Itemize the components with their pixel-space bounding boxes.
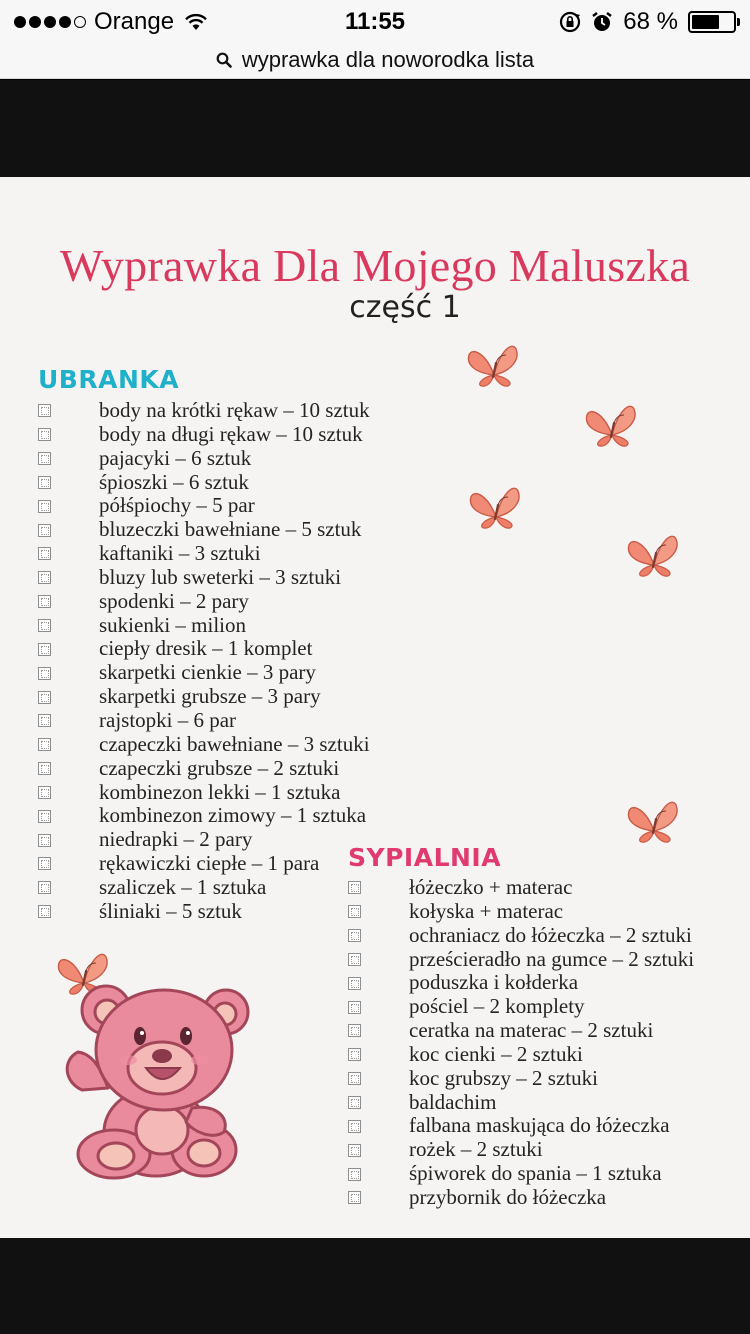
checkbox-icon xyxy=(348,1024,361,1037)
checklist-item-label: rożek – 2 sztuki xyxy=(409,1137,543,1162)
checklist-item xyxy=(38,399,370,423)
checklist-item-label: szaliczek – 1 sztuka xyxy=(99,874,267,899)
checkbox-icon xyxy=(38,810,51,823)
checkbox-icon xyxy=(38,667,51,680)
checkbox-icon xyxy=(38,714,51,727)
checklist-item xyxy=(38,781,370,805)
checklist-item-label: kombinezon zimowy – 1 sztuka xyxy=(99,803,367,828)
checklist-item xyxy=(38,447,370,471)
status-right xyxy=(559,8,736,36)
poster-title: Wyprawka Dla Mojego Maluszka xyxy=(59,240,691,291)
checkbox-icon xyxy=(348,881,361,894)
checkbox-icon xyxy=(348,929,361,942)
alarm-icon xyxy=(591,11,613,33)
checklist-item xyxy=(348,1114,694,1138)
checklist-item-label: baldachim xyxy=(409,1089,497,1114)
butterfly-icon xyxy=(468,483,524,529)
checklist-item xyxy=(38,566,370,590)
section-heading-sypialnia: SYPIALNIA xyxy=(348,843,502,872)
checklist-item xyxy=(38,614,370,638)
checklist-item-label: rękawiczki ciepłe – 1 para xyxy=(99,851,320,876)
checkbox-icon xyxy=(38,643,51,656)
checklist-item-label: sukienki – milion xyxy=(99,612,246,637)
image-viewer-background-bottom xyxy=(0,1238,750,1334)
checklist-item xyxy=(38,494,370,518)
checkbox-icon xyxy=(348,1096,361,1109)
butterfly-icon xyxy=(626,531,682,577)
checkbox-icon xyxy=(38,738,51,751)
checkbox-icon xyxy=(38,595,51,608)
checklist-item xyxy=(348,971,694,995)
checklist-item-label: czapeczki bawełniane – 3 sztuki xyxy=(99,731,370,756)
checklist-item-label: śpiworek do spania – 1 sztuka xyxy=(409,1161,662,1186)
checklist-item-label: spodenki – 2 pary xyxy=(99,588,249,613)
checklist-item xyxy=(38,733,370,757)
checklist-item-label: śpioszki – 6 sztuk xyxy=(99,469,249,494)
checklist-ubranka xyxy=(38,399,370,924)
checklist-sypialnia xyxy=(348,876,694,1210)
checkbox-icon xyxy=(38,571,51,584)
checklist-item xyxy=(348,1091,694,1115)
checkbox-icon xyxy=(348,1001,361,1014)
checklist-item-label: koc cienki – 2 sztuki xyxy=(409,1041,583,1066)
checkbox-icon xyxy=(38,881,51,894)
status-bar xyxy=(0,0,750,42)
checkbox-icon xyxy=(348,1048,361,1061)
checklist-item xyxy=(348,876,694,900)
checkbox-icon xyxy=(38,905,51,918)
checklist-item-label: skarpetki grubsze – 3 pary xyxy=(99,684,321,709)
checkbox-icon xyxy=(38,404,51,417)
checklist-item xyxy=(38,900,370,924)
checklist-item xyxy=(38,685,370,709)
checkbox-icon xyxy=(348,953,361,966)
checklist-item xyxy=(348,1162,694,1186)
search-icon xyxy=(216,52,232,68)
checklist-item xyxy=(38,757,370,781)
checklist-item xyxy=(38,804,370,828)
checklist-item xyxy=(38,637,370,661)
checklist-item-label: pajacyki – 6 sztuk xyxy=(99,445,252,470)
rotation-lock-icon xyxy=(559,11,581,33)
section-heading-ubranka: UBRANKA xyxy=(38,365,180,394)
checklist-item xyxy=(348,1138,694,1162)
checklist-item-label: łóżeczko + materac xyxy=(409,875,573,899)
checklist-item xyxy=(38,876,370,900)
checkbox-icon xyxy=(348,1072,361,1085)
checkbox-icon xyxy=(38,691,51,704)
checklist-item xyxy=(348,900,694,924)
checklist-item xyxy=(348,1186,694,1210)
checkbox-icon xyxy=(38,834,51,847)
checklist-item-label: ciepły dresik – 1 komplet xyxy=(99,636,313,661)
checkbox-icon xyxy=(348,1168,361,1181)
checklist-item-label: śliniaki – 5 sztuk xyxy=(99,898,242,923)
battery-percent: 68 % xyxy=(623,8,678,35)
checklist-item xyxy=(348,995,694,1019)
battery-icon xyxy=(688,11,736,33)
checkbox-icon xyxy=(348,1191,361,1204)
poster-subtitle: część 1 xyxy=(349,290,461,325)
checklist-item-label: przybornik do łóżeczka xyxy=(409,1184,607,1209)
checklist-item xyxy=(38,423,370,447)
checkbox-icon xyxy=(38,524,51,537)
checkbox-icon xyxy=(38,476,51,489)
checklist-item xyxy=(348,1043,694,1067)
checklist-item-label: body na krótki rękaw – 10 sztuk xyxy=(99,398,370,422)
checklist-item-label: kaftaniki – 3 sztuki xyxy=(99,541,261,566)
checklist-item xyxy=(348,1067,694,1091)
checklist-item-label: body na długi rękaw – 10 sztuk xyxy=(99,421,363,446)
checklist-item xyxy=(348,1019,694,1043)
checklist-item xyxy=(38,661,370,685)
checkbox-icon xyxy=(348,1120,361,1133)
clock: 11:55 xyxy=(344,8,406,35)
checkbox-icon xyxy=(38,500,51,513)
checklist-item xyxy=(38,471,370,495)
checklist-item-label: poduszka i kołderka xyxy=(409,970,579,995)
checkbox-icon xyxy=(38,619,51,632)
checklist-item-label: ceratka na materac – 2 sztuki xyxy=(409,1018,654,1043)
checklist-item-label: pościel – 2 komplety xyxy=(409,994,585,1019)
checklist-item-label: bluzy lub sweterki – 3 sztuki xyxy=(99,564,342,589)
butterfly-icon xyxy=(626,797,682,843)
carrier-name: Orange xyxy=(94,8,175,35)
checklist-item-label: koc grubszy – 2 sztuki xyxy=(409,1065,598,1090)
checklist-item-label: skarpetki cienkie – 3 pary xyxy=(99,660,316,685)
checkbox-icon xyxy=(38,547,51,560)
checklist-item-label: niedrapki – 2 pary xyxy=(99,827,253,852)
checklist-item-label: półśpiochy – 5 par xyxy=(99,493,255,518)
checklist-item-label: ochraniacz do łóżeczka – 2 sztuki xyxy=(409,922,692,947)
search-bar[interactable] xyxy=(0,42,750,79)
checklist-item xyxy=(38,590,370,614)
checklist-item xyxy=(38,828,370,852)
checklist-item xyxy=(38,709,370,733)
checklist-item-label: kombinezon lekki – 1 sztuka xyxy=(99,779,341,804)
checklist-item-label: prześcieradło na gumce – 2 sztuki xyxy=(409,946,695,971)
checklist-item xyxy=(348,924,694,948)
checklist-item xyxy=(38,518,370,542)
checkbox-icon xyxy=(348,977,361,990)
teddy-bear-illustration xyxy=(54,972,264,1187)
butterfly-icon xyxy=(584,401,640,447)
checkbox-icon xyxy=(348,1144,361,1157)
checkbox-icon xyxy=(38,452,51,465)
checklist-item-label: rajstopki – 6 par xyxy=(99,707,237,732)
checklist-item xyxy=(38,852,370,876)
checkbox-icon xyxy=(38,786,51,799)
poster-image[interactable] xyxy=(0,177,750,1238)
image-viewer-background-top xyxy=(0,80,750,177)
checkbox-icon xyxy=(38,857,51,870)
checkbox-icon xyxy=(38,428,51,441)
checkbox-icon xyxy=(348,905,361,918)
checklist-item-label: falbana maskująca do łóżeczka xyxy=(409,1113,670,1138)
search-query: wyprawka dla noworodka lista xyxy=(241,47,535,72)
checklist-item-label: kołyska + materac xyxy=(409,898,564,923)
checklist-item xyxy=(38,542,370,566)
checklist-item-label: bluzeczki bawełniane – 5 sztuk xyxy=(99,517,362,542)
checklist-item-label: czapeczki grubsze – 2 sztuki xyxy=(99,755,340,780)
checkbox-icon xyxy=(38,762,51,775)
checklist-item xyxy=(348,948,694,972)
butterfly-icon xyxy=(466,341,522,387)
